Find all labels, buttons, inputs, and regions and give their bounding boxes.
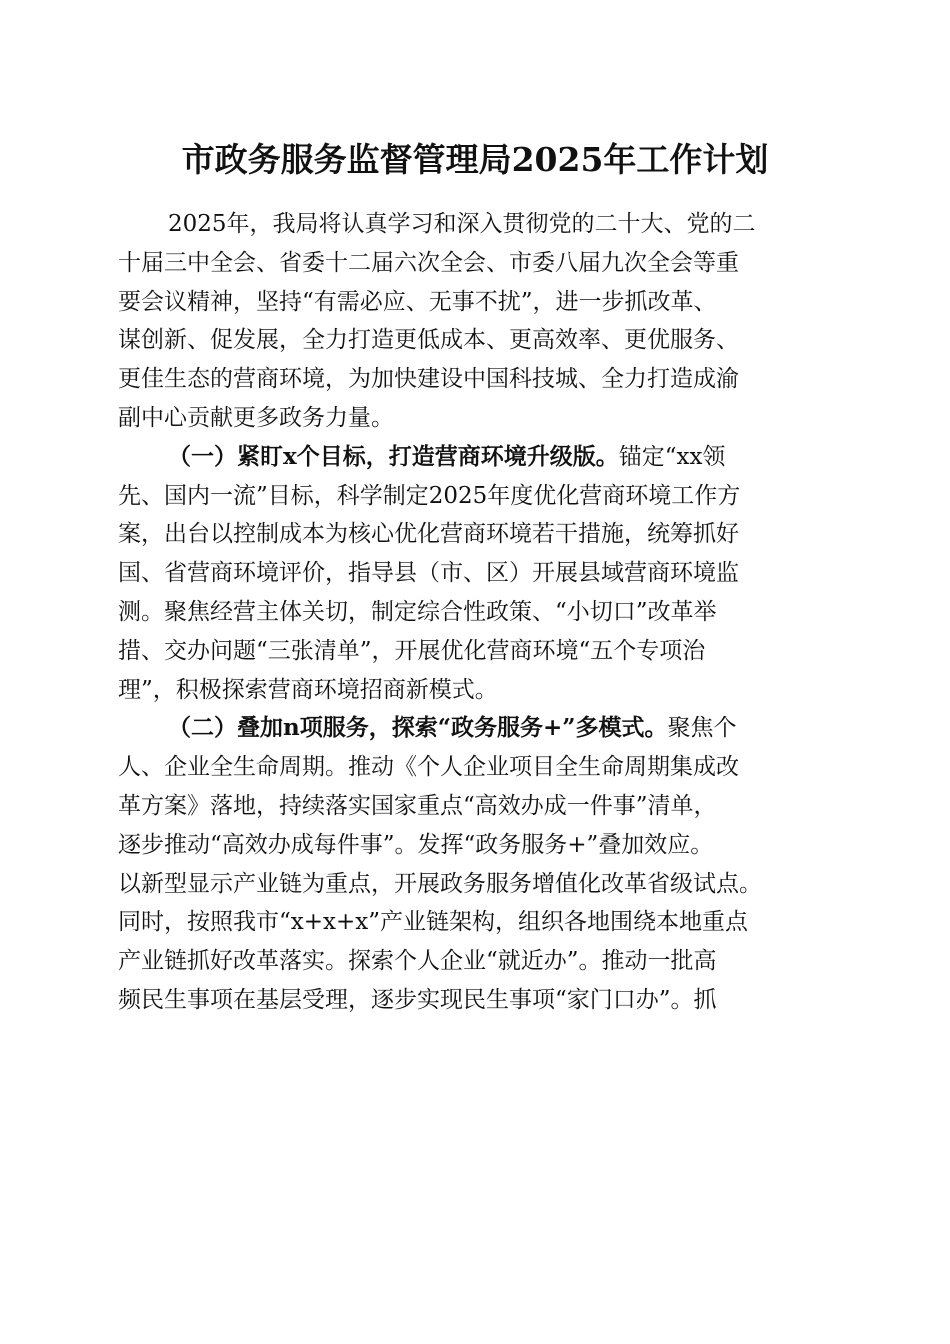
section1-line: 理”，积极探索营商环境招商新模式。 — [118, 676, 498, 703]
section2-line: 革方案》落地，持续落实国家重点“高效办成一件事”清单， — [118, 792, 717, 819]
section1-line: 案，出台以控制成本为核心优化营商环境若干措施，统筹抓好 — [118, 521, 739, 548]
section2-line: 同时，按照我市“x+x+x”产业链架构，组织各地围绕本地重点 — [118, 909, 748, 936]
section1-line: 先、国内一流”目标，科学制定2025年度优化营商环境工作方 — [118, 482, 741, 509]
intro-line: 谋创新、促发展，全力打造更低成本、更高效率、更优服务、 — [118, 327, 739, 354]
section2-heading: （二）叠加n项服务，探索“政务服务+”多模式。 — [168, 714, 668, 742]
section2-line: 以新型显示产业链为重点，开展政务服务增值化改革省级试点。 — [118, 870, 762, 897]
section1-first-line — [118, 438, 854, 477]
intro-line: 副中心贡献更多政务力量。 — [118, 404, 394, 431]
section1-line: 测。聚焦经营主体关切，制定综合性政策、“小切口”改革举 — [118, 598, 717, 625]
document-title: 市政务服务监督管理局2025年工作计划 — [181, 140, 769, 179]
intro-line: 十届三中全会、省委十二届六次全会、市委八届九次全会等重 — [118, 249, 739, 276]
section2-line: 逐步推动“高效办成每件事”。发挥“政务服务+”叠加效应。 — [118, 831, 714, 858]
section1-heading: （一）紧盯x个目标，打造营商环境升级版。 — [168, 442, 619, 470]
intro-line: 更佳生态的营商环境，为加快建设中国科技城、全力打造成渝 — [118, 366, 739, 393]
section1-line: 措、交办问题“三张清单”，开展优化营商环境“五个专项治 — [118, 637, 706, 664]
section1-first-line-text: 锚定“xx领 — [618, 443, 726, 470]
section2-line: 频民生事项在基层受理，逐步实现民生事项“家门口办”。抓 — [118, 986, 717, 1013]
intro-line: 要会议精神，坚持“有需必应、无事不扰”，进一步抓改革、 — [118, 288, 717, 315]
section1-line: 国、省营商环境评价，指导县（市、区）开展县域营商环境监 — [118, 560, 739, 587]
section2-line: 产业链抓好改革落实。探索个人企业“就近办”。推动一批高 — [118, 948, 717, 975]
document-body — [118, 205, 854, 1020]
section2-line: 人、企业全生命周期。推动《个人企业项目全生命周期集成改 — [118, 754, 739, 781]
section2-first-line-text: 聚焦个 — [667, 715, 737, 742]
section2-first-line — [118, 709, 854, 748]
intro-line: 2025年，我局将认真学习和深入贯彻党的二十大、党的二 — [168, 211, 756, 237]
